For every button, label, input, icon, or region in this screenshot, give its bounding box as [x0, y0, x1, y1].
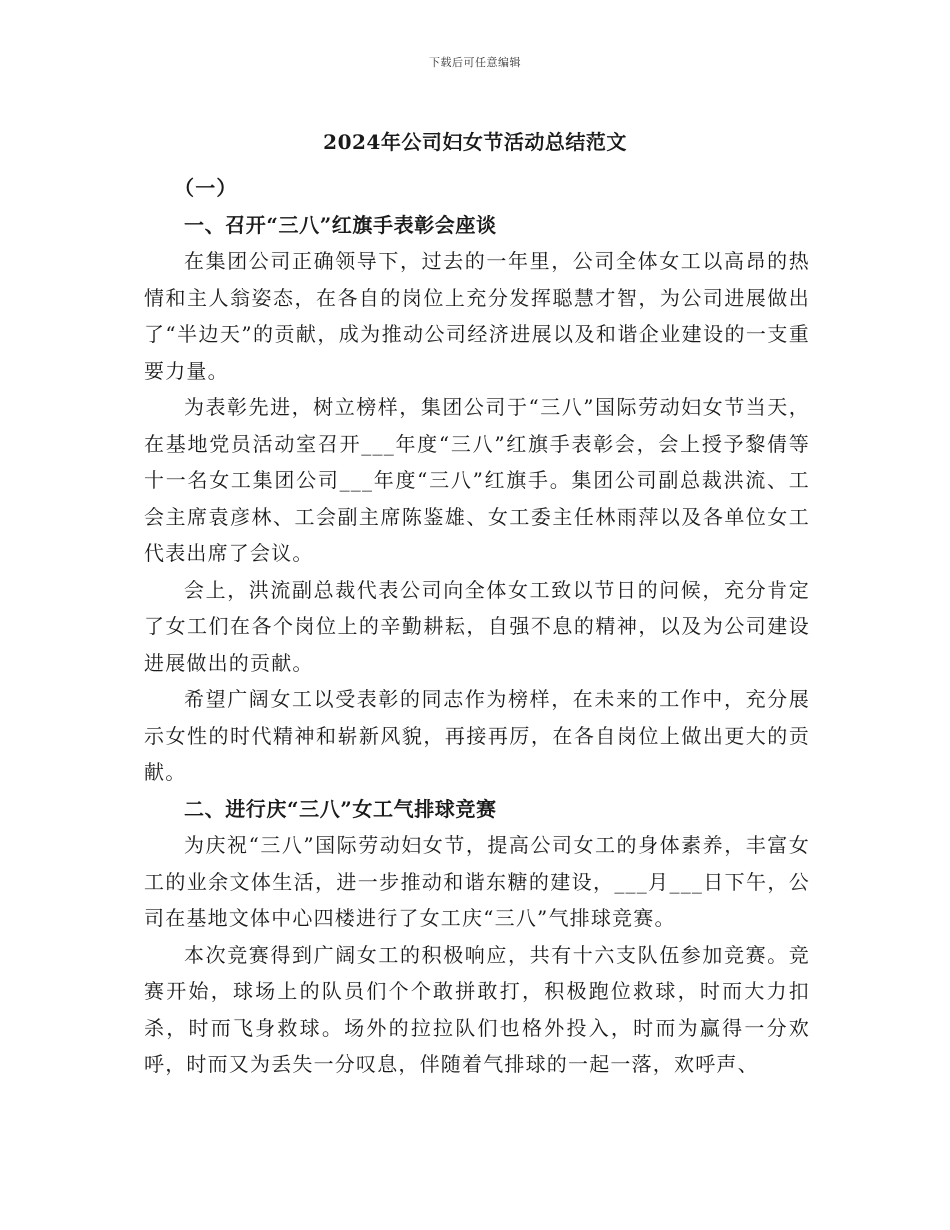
- section-2-paragraph-2: 本次竞赛得到广阔女工的积极响应，共有十六支队伍参加竞赛。竞赛开始，球场上的队员们个个敢拼敢打，积极跑位救球，时而大力扣杀，时而飞身救球。场外的拉拉队们也格外投入，时而为赢得一分欢呼，时而又为丢失一分叹息，伴随着气排球的一起一落，欢呼声、: [144, 942, 810, 1076]
- document-body: [144, 170, 810, 1083]
- document-title: 2024年公司妇女节活动总结范文: [323, 130, 627, 154]
- section-1-paragraph-1: 在集团公司正确领导下，过去的一年里，公司全体女工以高昂的热情和主人翁姿态，在各自的岗位上充分发挥聪慧才智，为公司进展做出了“半边天”的贡献，成为推动公司经济进展以及和谐企业建设的一支重要力量。: [144, 249, 810, 383]
- section-1-paragraph-3: 会上，洪流副总裁代表公司向全体女工致以节日的问候，充分肯定了女工们在各个岗位上的辛勤耕耘，自强不息的精神，以及为公司建设进展做出的贡献。: [144, 577, 810, 675]
- page-header-note: 下载后可任意编辑: [429, 56, 521, 69]
- document-subtitle: （一）: [174, 176, 238, 200]
- section-2-paragraph-1: 为庆祝“三八”国际劳动妇女节，提高公司女工的身体素养，丰富女工的业余文体生活，进一步推动和谐东糖的建设，___月___日下午，公司在基地文体中心四楼进行了女工庆“三八”气排球竞赛。: [144, 833, 810, 930]
- section-1-paragraph-2: 为表彰先进，树立榜样，集团公司于“三八”国际劳动妇女节当天，在基地党员活动室召开___年度“三八”红旗手表彰会，会上授予黎倩等十一名女工集团公司___年度“三八”红旗手。集团公司副总裁洪流、工会主席袁彦林、工会副主席陈鉴雄、女工委主任林雨萍以及各单位女工代表出席了会议。: [144, 395, 810, 565]
- section-1-paragraph-4: 希望广阔女工以受表彰的同志作为榜样，在未来的工作中，充分展示女性的时代精神和崭新风貌，再接再厉，在各自岗位上做出更大的贡献。: [144, 687, 810, 784]
- section-heading-2: 二、进行庆“三八”女工气排球竞赛: [184, 796, 497, 821]
- section-heading-1: 一、召开“三八”红旗手表彰会座谈: [184, 212, 497, 237]
